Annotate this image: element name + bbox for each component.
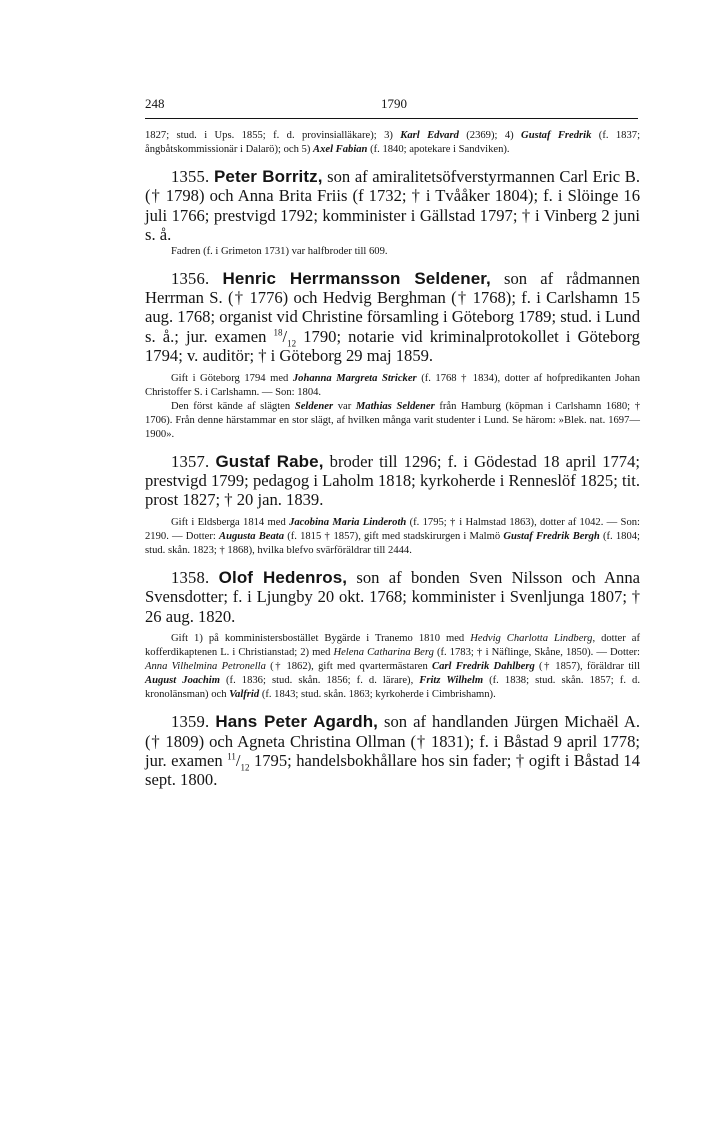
entry-1356-note-2: Den först kände af slägten Seldener var Mathias Seldener från Hamburg (köpman i Carlshamn 1680; † 1706). Från denne härstammar en stor slägt, af hvilken många varit studenter i Lund. Se härom: »Blek. nat. 1697—1900». [145, 400, 640, 440]
entry-1357-note: Gift i Eldsberga 1814 med Jacobina Maria Linderoth (f. 1795; † i Halmstad 1863), dotter af 1042. — Son: 2190. — Dotter: Augusta Beata (f. 1815 † 1857), gift med stadskirurgen i Malmö Gustaf Fredrik Bergh (f. 1804; stud. skån. 1823; † 1868), hvilka blefvo svärföräldrar till 2444. [145, 516, 641, 556]
entry-name: Gustaf Rabe, [215, 451, 324, 471]
entry-1356-note-1: Gift i Göteborg 1794 med Johanna Margreta Stricker (f. 1768 † 1834), dotter af hofpredikanten Johan Christoffer S. i Carlshamn. — Son: 1804. [145, 372, 640, 398]
entry-1355-note: Fadren (f. i Grimeton 1731) var halfbroder till 609. [171, 245, 388, 257]
entry-name: Olof Hedenros, [218, 567, 348, 587]
page-header [145, 96, 640, 118]
continued-paragraph: 1827; stud. i Ups. 1855; f. d. provinsialläkare); 3) Karl Edvard (2369); 4) Gustaf Fredrik (f. 1837; ångbåtskommissionär i Dalarö); och 5) Axel Fabian (f. 1840; apotekare i Sandviken). [145, 130, 641, 155]
page-number: 248 [145, 96, 165, 111]
page-year: 1790 [381, 96, 407, 111]
header-rule [145, 118, 638, 119]
entry-1356: 1356. Henric Herrmansson Seldener, son af rådmannen Herrman S. († 1776) och Hedvig Berghman († 1768); f. i Carlshamn 15 aug. 1768; organist vid Christine församling i Göteborg 1789; stud. i Lund s. å.; jur. examen $^{18}/_{12}$ 1790; notarie vid kriminalprotokollet i Göteborg 1794; v. auditör; † i Göteborg 29 maj 1859. [145, 268, 640, 366]
entry-name: Hans Peter Agardh, [215, 712, 379, 732]
entry-1358: 1358. Olof Hedenros, son af bonden Sven Nilsson och Anna Svensdotter; f. i Ljungby 20 okt. 1768; komminister i Svenljunga 1807; † 26 aug. 1820. [145, 567, 641, 626]
entry-1359: 1359. Hans Peter Agardh, son af handlanden Jürgen Michaël A. († 1809) och Agneta Christina Ollman († 1831); f. i Båstad 9 april 1778; jur. examen $^{11}/_{12}$ 1795; handelsbokhållare hos sin fader; † ogift i Båstad 14 sept. 1800. [145, 712, 641, 790]
entry-1358-note: Gift 1) på komministersbostället Bygärde i Tranemo 1810 med Hedvig Charlotta Lindberg, dotter af kofferdikaptenen L. i Christianstad; 2) med Helena Catharina Berg (f. 1783; † i Näflinge, Skåne, 1850). — Dotter: Anna Vilhelmina Petronella († 1862), gift med qvartermästaren Carl Fredrik Dahlberg († 1857), föräldrar till August Joachim (f. 1836; stud. skån. 1856; f. d. lärare), Fritz Wilhelm (f. 1838; stud. skån. 1857; f. d. kronolänsman) och Valfrid (f. 1843; stud. skån. 1863; kyrkoherde i Cimbrishamn). [145, 633, 641, 701]
book-page [145, 96, 640, 790]
entry-name: Peter Borritz, [213, 167, 323, 186]
entry-1357: 1357. Gustaf Rabe, broder till 1296; f. i Gödestad 18 april 1774; prestvigd 1799; pedagog i Laholm 1818; kyrkoherde i Renneslöf 1825; tit. prost 1827; † 20 jan. 1839. [145, 451, 641, 510]
entry-1355: 1355. Peter Borritz, son af amiralitetsöfverstyrmannen Carl Eric B. († 1798) och Anna Brita Friis (f 1732; † i Tvååker 1804); f. i Slöinge 16 juli 1766; prestvigd 1792; komminister i Gällstad 1797; † i Vinberg 2 juni s. å. [145, 167, 640, 245]
entry-name: Henric Herrmansson Seldener, [222, 268, 491, 288]
